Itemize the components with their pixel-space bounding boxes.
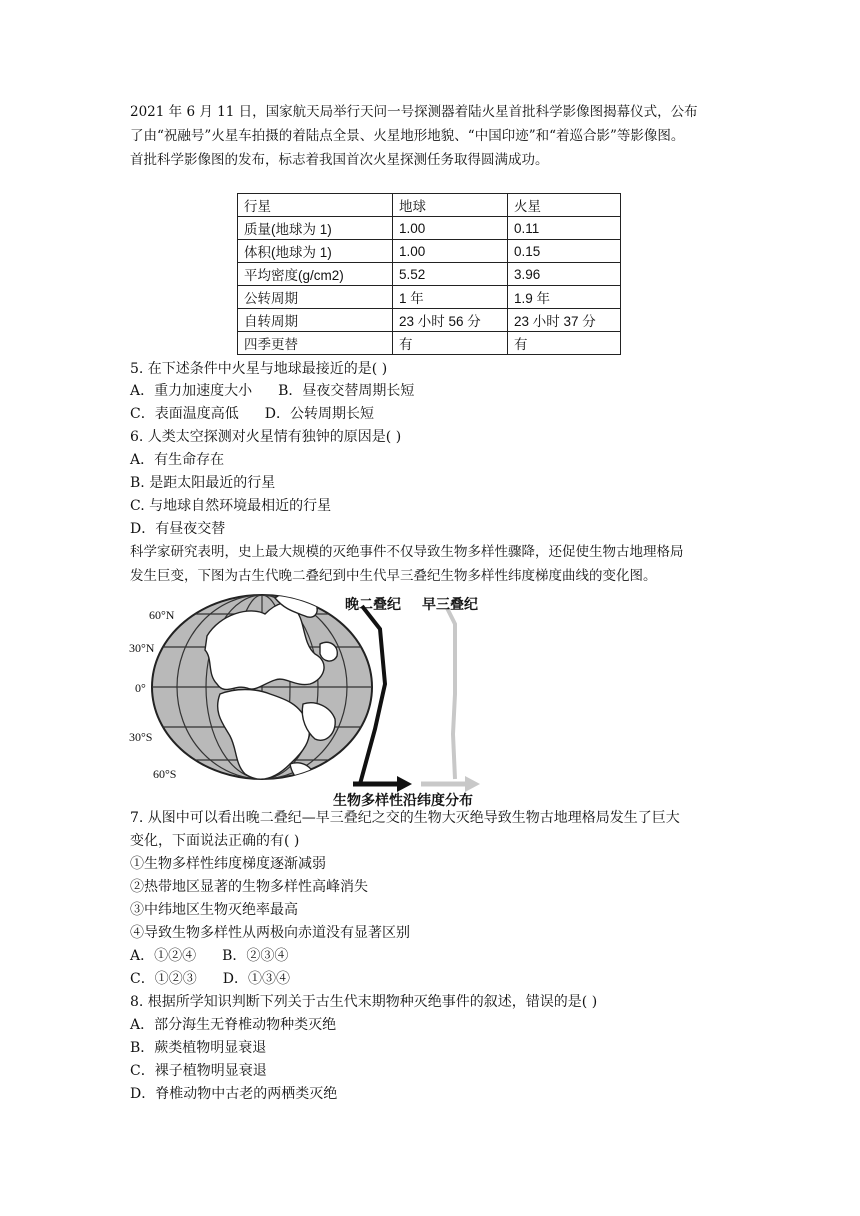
table-cell: 公转周期 (238, 286, 393, 309)
table-cell: 质量(地球为 1) (238, 217, 393, 240)
table-cell: 火星 (508, 194, 621, 217)
q6-stem: 6. 人类太空探测对火星情有独钟的原因是( ) (130, 429, 402, 445)
table-row (238, 194, 621, 217)
q7-option-a[interactable]: A．①②④ (130, 948, 197, 964)
intro-passage (130, 100, 735, 172)
q7-statement-4: ④导致生物多样性从两极向赤道没有显著区别 (130, 925, 410, 941)
q5-option-b[interactable]: B．昼夜交替周期长短 (278, 383, 415, 399)
table-row (238, 332, 621, 355)
q5-option-c[interactable]: C．表面温度高低 (130, 406, 239, 422)
globe-diagram (125, 584, 495, 814)
q8-option-c[interactable]: C．裸子植物明显衰退 (130, 1063, 267, 1079)
q5-options-ab (130, 380, 414, 402)
table-cell: 有 (393, 332, 508, 355)
table-row (238, 286, 621, 309)
q6-option-c[interactable]: C. 与地球自然环境最相近的行星 (130, 498, 332, 514)
lat-30n: 30°N (129, 641, 155, 655)
q6-option-d[interactable]: D．有昼夜交替 (130, 521, 226, 537)
table-row (238, 309, 621, 332)
q5-option-d[interactable]: D．公转周期长短 (264, 406, 374, 422)
lat-30s: 30°S (129, 730, 153, 744)
q7-options-cd (130, 968, 290, 990)
q7-stem-1: 7. 从图中可以看出晚二叠纪—早三叠纪之交的生物大灭绝导致生物古地理格局发生了巨大 (130, 810, 680, 826)
table-cell: 体积(地球为 1) (238, 240, 393, 263)
table-cell: 1.9 年 (508, 286, 621, 309)
table-cell: 四季更替 (238, 332, 393, 355)
table-cell: 1.00 (393, 217, 508, 240)
intro2-line-1: 科学家研究表明，史上最大规模的灭绝事件不仅导致生物多样性骤降，还促使生物古地理格局 (130, 544, 684, 560)
q7-stem-2: 变化，下面说法正确的有( ) (130, 833, 300, 849)
planet-comparison-table (237, 193, 621, 355)
table-cell: 23 小时 56 分 (393, 309, 508, 332)
q7-statement-3: ③中纬地区生物灭绝率最高 (130, 902, 298, 918)
lat-60s: 60°S (153, 767, 177, 781)
table-cell: 0.15 (508, 240, 621, 263)
table-cell: 地球 (393, 194, 508, 217)
table-cell: 0.11 (508, 217, 621, 240)
table-cell: 行星 (238, 194, 393, 217)
q7-statement-2: ②热带地区显著的生物多样性高峰消失 (130, 879, 368, 895)
table-cell: 自转周期 (238, 309, 393, 332)
q8-option-d[interactable]: D．脊椎动物中古老的两栖类灭绝 (130, 1086, 338, 1102)
lat-0: 0° (135, 681, 146, 695)
table-row (238, 263, 621, 286)
q8-option-b[interactable]: B．蕨类植物明显衰退 (130, 1040, 267, 1056)
q5-option-a[interactable]: A．重力加速度大小 (130, 383, 253, 399)
table-cell: 3.96 (508, 263, 621, 286)
q7-option-d[interactable]: D．①③④ (222, 971, 290, 987)
q7-option-b[interactable]: B．②③④ (222, 948, 289, 964)
q6-option-b[interactable]: B. 是距太阳最近的行星 (130, 475, 276, 491)
lat-60n: 60°N (149, 608, 175, 622)
table-cell: 1.00 (393, 240, 508, 263)
table-cell: 平均密度(g/cm2) (238, 263, 393, 286)
q7-option-c[interactable]: C．①②③ (130, 971, 197, 987)
intro-line-1: 2021 年 6 月 11 日，国家航天局举行天问一号探测器着陆火星首批科学影像图揭幕仪式，公布 (130, 104, 698, 120)
early-triassic-curve (447, 608, 455, 779)
q7-statement-1: ①生物多样性纬度梯度逐渐减弱 (130, 856, 326, 872)
q8-stem: 8. 根据所学知识判断下列关于古生代末期物种灭绝事件的叙述，错误的是( ) (130, 994, 598, 1010)
intro-line-2: 了由“祝融号”火星车拍摄的着陆点全景、火星地形地貌、“中国印迹”和“着巡合影”等影像图。 (130, 128, 685, 144)
table-cell: 5.52 (393, 263, 508, 286)
q7-options-ab (130, 945, 288, 967)
table-cell: 1 年 (393, 286, 508, 309)
q5-stem: 5. 在下述条件中火星与地球最接近的是( ) (130, 361, 388, 377)
intro-line-3: 首批科学影像图的发布，标志着我国首次火星探测任务取得圆满成功。 (130, 152, 549, 168)
label-early-triassic: 早三叠纪 (422, 596, 478, 612)
table-row (238, 217, 621, 240)
intro2-line-2: 发生巨变，下图为古生代晚二叠纪到中生代早三叠纪生物多样性纬度梯度曲线的变化图。 (130, 568, 657, 584)
q6-option-a[interactable]: A．有生命存在 (130, 452, 225, 468)
paleogeography-figure (125, 584, 495, 814)
q5-options-cd (130, 403, 374, 425)
intro2-passage (130, 540, 735, 588)
label-diversity-axis: 生物多样性沿纬度分布 (333, 792, 473, 808)
table-cell: 有 (508, 332, 621, 355)
table-row (238, 240, 621, 263)
label-late-permian: 晚二叠纪 (345, 596, 401, 612)
table-cell: 23 小时 37 分 (508, 309, 621, 332)
q8-option-a[interactable]: A．部分海生无脊椎动物种类灭绝 (130, 1017, 337, 1033)
